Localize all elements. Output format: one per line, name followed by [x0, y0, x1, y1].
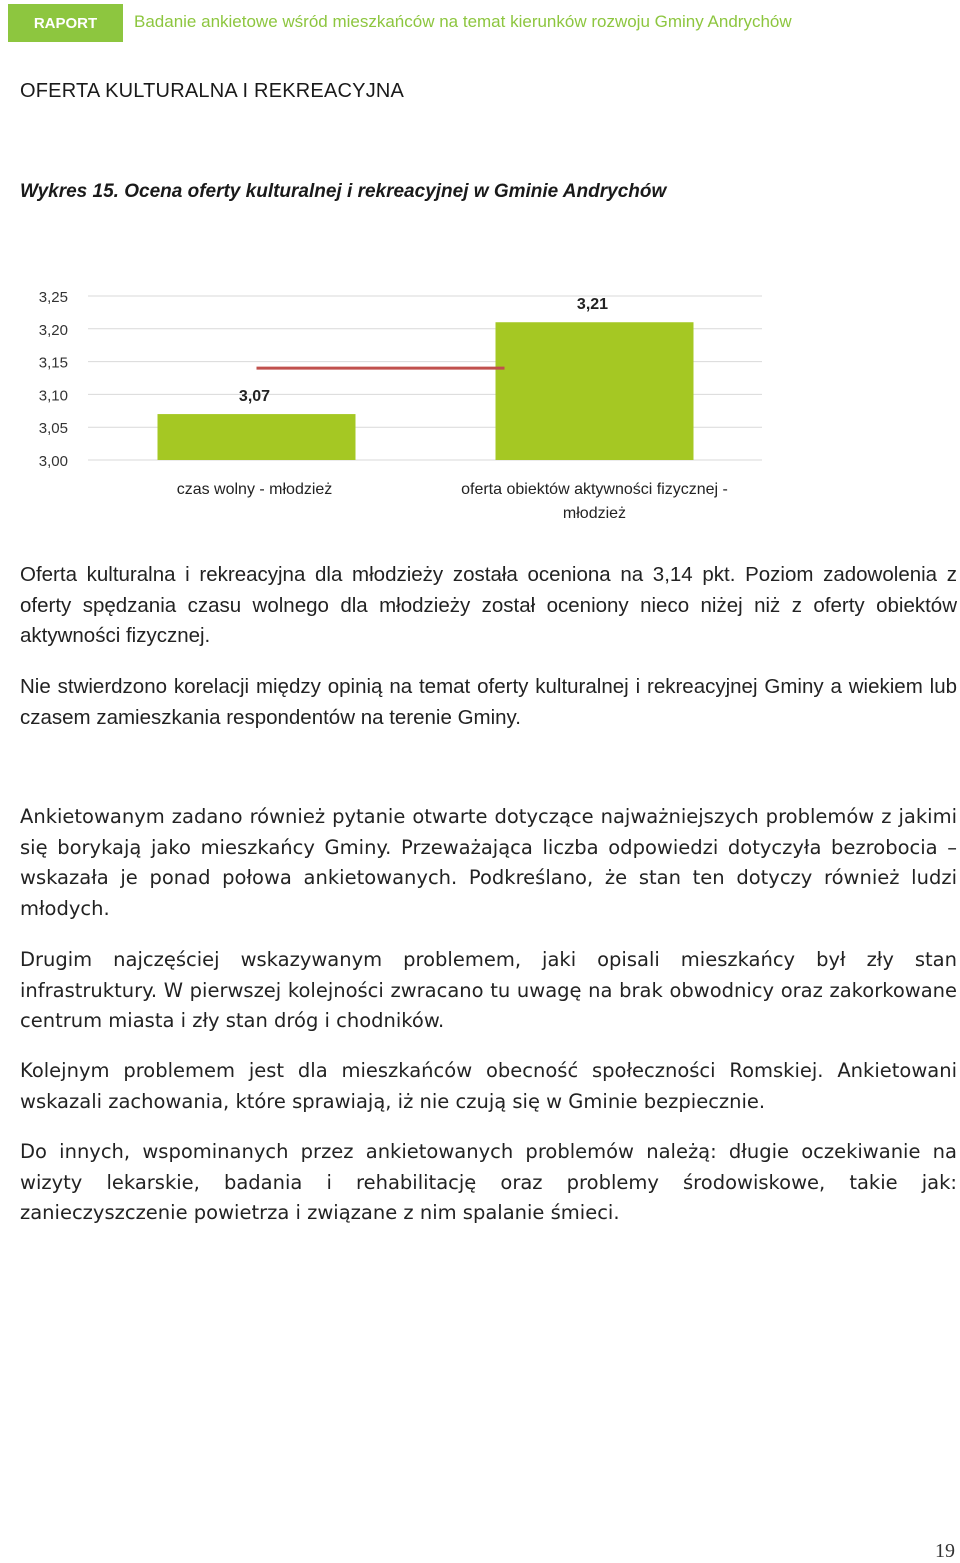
- x-tick-label: czas wolny - młodzież: [176, 481, 333, 498]
- paragraph-6: Do innych, wspominanych przez ankietowanych problemów należą: długie oczekiwanie na wizyty lekarskie, badania i rehabilitację oraz problemy środowiskowe, takie jak: zanieczyszczenie powietrza i związane z nim spalanie śmieci.: [20, 1140, 957, 1224]
- report-badge: RAPORT: [8, 4, 123, 42]
- x-tick-label: oferta obiektów aktywności fizycznej -młodzież: [461, 481, 728, 522]
- page-number: 19: [935, 1540, 955, 1562]
- data-label: 3,21: [576, 296, 609, 314]
- paragraph-4: Drugim najczęściej wskazywanym problemem, jaki opisali mieszkańcy był zły stan infrastruktury. W pierwszej kolejności zwracano tu uwagę na brak obwodnicy oraz zakorkowane centrum miasta i zły stan dróg i chodników.: [20, 948, 957, 1032]
- paragraph-2: Nie stwierdzono korelacji między opinią na temat oferty kulturalnej i rekreacyjnej Gminy a wiekiem lub czasem zamieszkania respondentów na terenie Gminy.: [20, 675, 957, 729]
- bar: [158, 414, 356, 460]
- y-tick-label: 3,25: [38, 289, 68, 306]
- paragraph-1: Oferta kulturalna i rekreacyjna dla młodzieży została oceniona na 3,14 pkt. Poziom zadowolenia z oferty spędzania czasu wolnego dla młodzieży został oceniony nieco niżej niż z oferty obiektów aktywności fizycznej.: [20, 563, 957, 647]
- paragraph-3: Ankietowanym zadano również pytanie otwarte dotyczące najważniejszych problemów z jakimi się borykają jako mieszkańcy Gminy. Przeważająca liczba odpowiedzi dotyczyła bezrobocia – wskazała je ponad połowa ankietowanych. Podkreślano, że stan ten dotyczy również ludzi młodych.: [20, 805, 957, 920]
- chart-caption: Wykres 15. Ocena oferty kulturalnej i rekreacyjnej w Gminie Andrychów: [20, 181, 667, 202]
- y-tick-label: 3,10: [38, 387, 68, 405]
- y-tick-label: 3,15: [38, 354, 68, 372]
- bar: [496, 322, 694, 460]
- bar-chart: [0, 275, 960, 525]
- data-label: 3,07: [238, 388, 271, 406]
- report-header-title: Badanie ankietowe wśród mieszkańców na temat kierunków rozwoju Gminy Andrychów: [134, 12, 792, 31]
- y-tick-label: 3,05: [38, 420, 68, 438]
- y-tick-label: 3,00: [38, 453, 68, 470]
- section-title: OFERTA KULTURALNA I REKREACYJNA: [20, 80, 405, 102]
- paragraph-5: Kolejnym problemem jest dla mieszkańców obecność społeczności Romskiej. Ankietowani wskazali zachowania, które sprawiają, iż nie czują się w Gminie bezpiecznie.: [20, 1059, 957, 1113]
- y-tick-label: 3,20: [38, 321, 68, 339]
